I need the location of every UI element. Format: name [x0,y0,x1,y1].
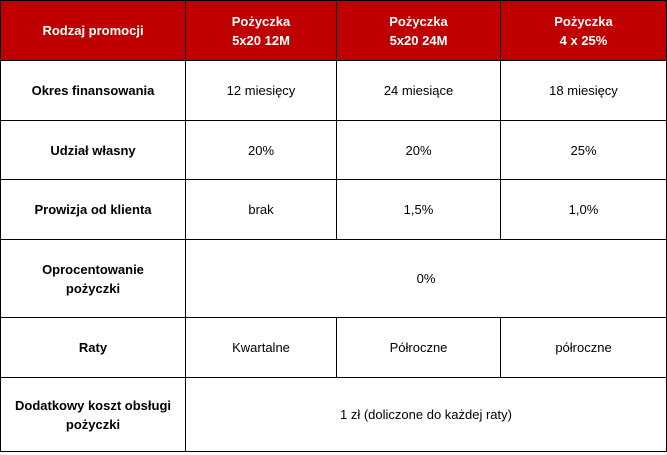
cell-commission-col2: 1,5% [337,180,501,240]
cell-financing-period-col2: 24 miesiące [337,61,501,121]
row-label-own-share: Udział własny [1,121,186,180]
cell-financing-period-col1: 12 miesięcy [186,61,337,121]
table-row-interest [1,240,667,318]
cell-extra-cost-merged: 1 zł (doliczone do każdej raty) [186,378,667,452]
header-promotion-type [1,1,186,61]
row-label-extra-cost-line2: pożyczki [65,416,121,432]
cell-installments-col2: Półroczne [337,318,501,378]
cell-installments-col3: półroczne [501,318,667,378]
header-col1-line2: 5x20 12M [232,32,290,48]
header-promotion-type-label: Rodzaj promocji [42,23,144,38]
row-label-interest-line1: Oprocentowanie [42,261,144,277]
header-row [1,1,667,61]
row-label-interest [1,240,186,318]
row-label-financing-period: Okres finansowania [1,61,186,121]
cell-own-share-col1: 20% [186,121,337,180]
table-row-installments [1,318,667,378]
header-loan-5x20-12m [186,1,337,61]
header-col3-line1: Pożyczka [554,13,613,29]
row-label-installments: Raty [1,318,186,378]
table-row-financing-period [1,61,667,121]
row-label-commission: Prowizja od klienta [1,180,186,240]
row-label-extra-cost [1,378,186,452]
cell-own-share-col2: 20% [337,121,501,180]
table-row-extra-cost [1,378,667,452]
header-col3-line2: 4 x 25% [559,32,608,48]
header-loan-4x25 [501,1,667,61]
table-row-own-share [1,121,667,180]
cell-installments-col1: Kwartalne [186,318,337,378]
cell-own-share-col3: 25% [501,121,667,180]
table-header [1,1,667,61]
header-loan-5x20-24m [337,1,501,61]
table-row-commission [1,180,667,240]
cell-financing-period-col3: 18 miesięcy [501,61,667,121]
cell-commission-col1: brak [186,180,337,240]
cell-interest-merged: 0% [186,240,667,318]
row-label-interest-line2: pożyczki [65,280,121,296]
table-body [1,61,667,452]
cell-commission-col3: 1,0% [501,180,667,240]
header-col2-line2: 5x20 24M [389,32,448,48]
row-label-extra-cost-line1: Dodatkowy koszt obsługi [14,397,171,413]
header-col2-line1: Pożyczka [389,13,448,29]
header-col1-line1: Pożyczka [231,13,291,29]
